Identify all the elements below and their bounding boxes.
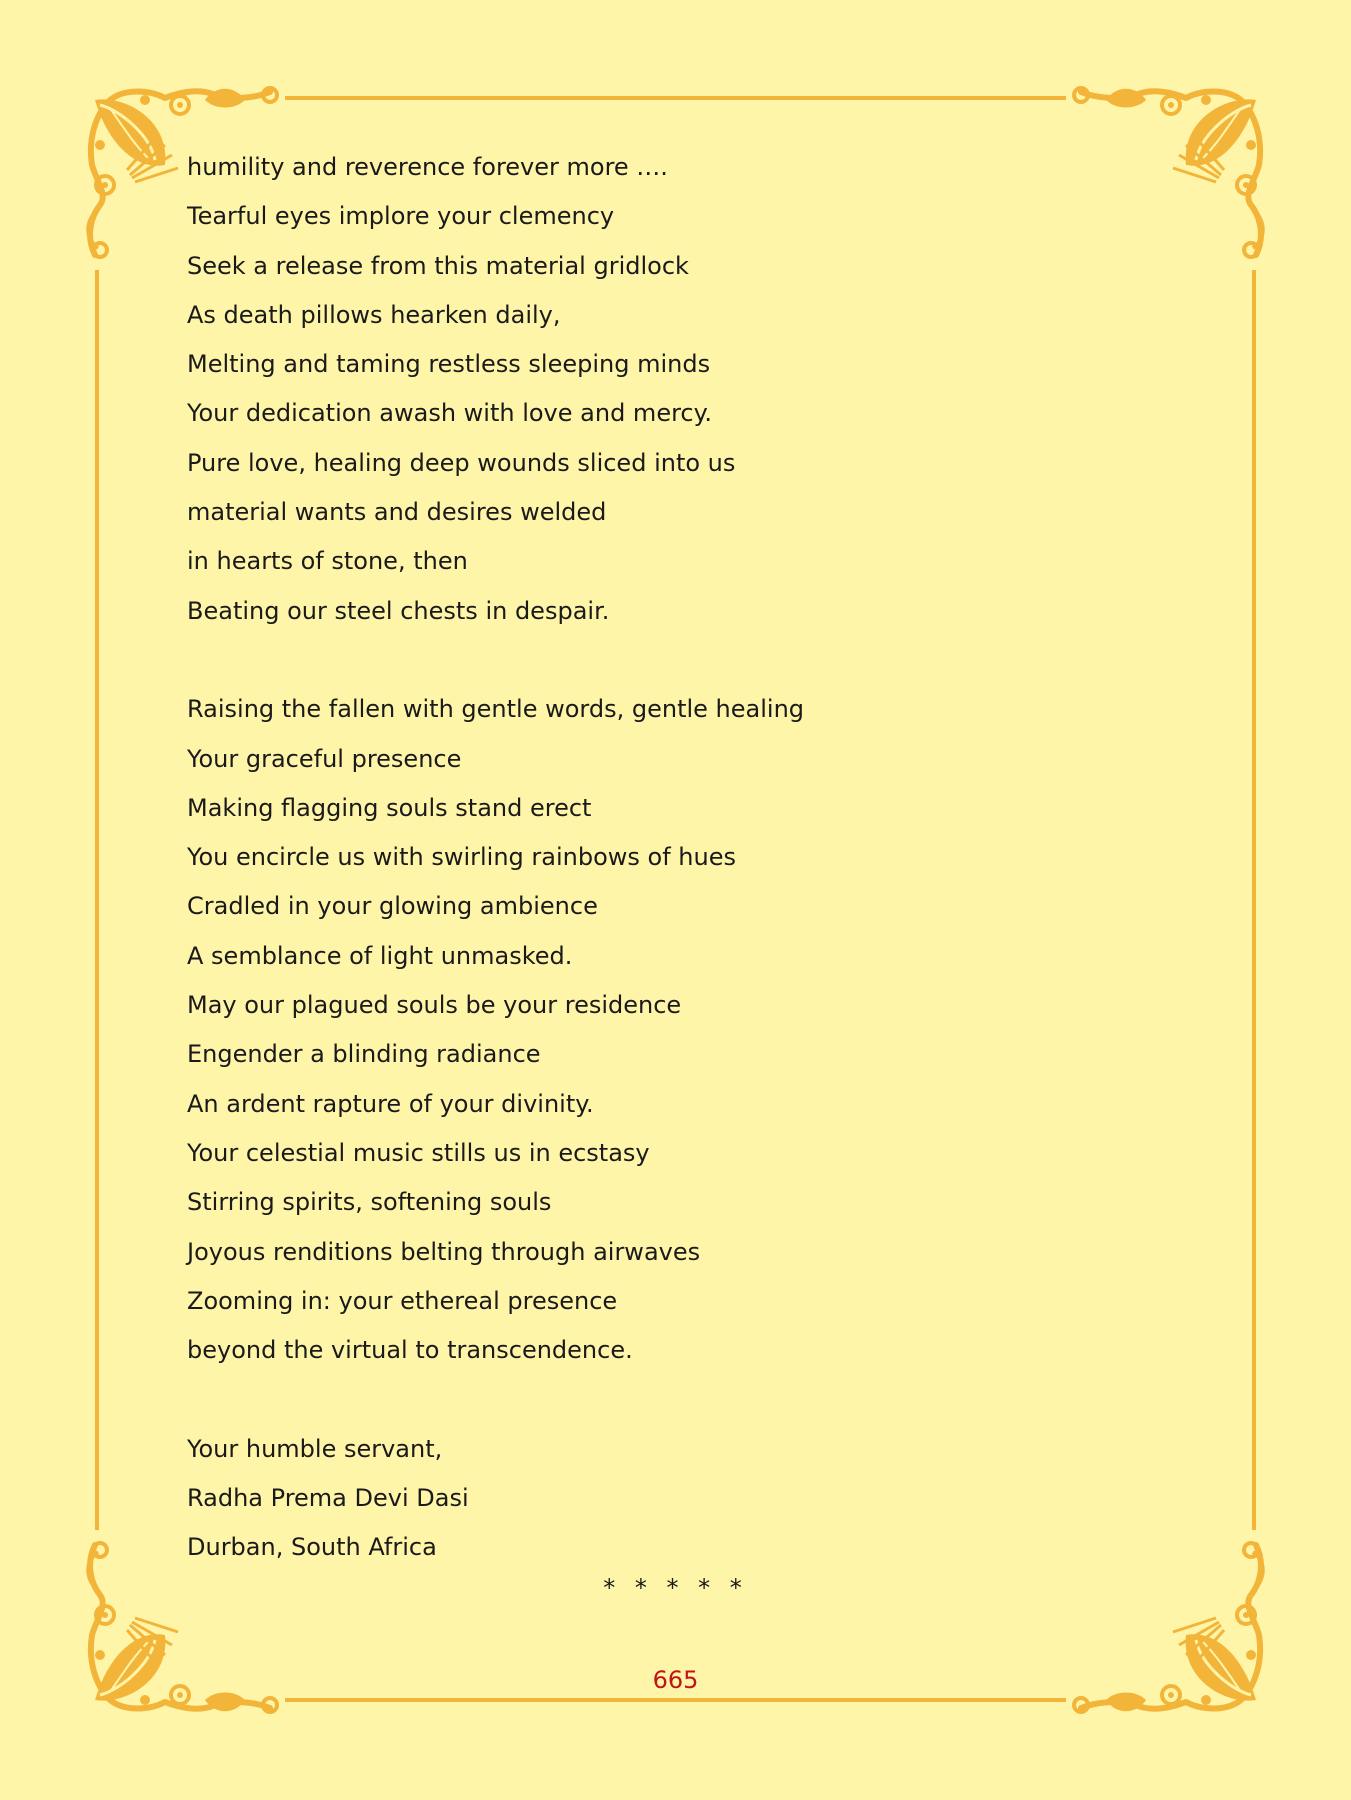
poem-line: beyond the virtual to transcendence.: [187, 1336, 633, 1365]
poem-line: Beating our steel chests in despair.: [187, 596, 610, 625]
poem-line: Engender a blinding radiance: [187, 1040, 541, 1069]
corner-ornament-top-right-icon: [1074, 88, 1263, 257]
poem-line: An ardent rapture of your divinity.: [187, 1089, 594, 1118]
page-number: 665: [652, 1666, 699, 1694]
poem-line: Tearful eyes implore your clemency: [187, 202, 615, 231]
poem-line: You encircle us with swirling rainbows of hues: [187, 843, 736, 872]
poem-line: material wants and desires welded: [187, 498, 607, 527]
poem-line: humility and reverence forever more ….: [187, 153, 668, 181]
author-location: Durban, South Africa: [187, 1533, 437, 1562]
poem-line: Seek a release from this material gridlock: [187, 251, 689, 280]
stanza-break: [187, 1375, 1087, 1424]
poem-line: Stirring spirits, softening souls: [187, 1188, 552, 1217]
poem-line: Zooming in: your ethereal presence: [187, 1286, 618, 1315]
poem-line: Making flagging souls stand erect: [187, 793, 592, 822]
poem-line: Your graceful presence: [187, 744, 462, 773]
author-name: Radha Prema Devi Dasi: [187, 1484, 469, 1513]
poem-text: [187, 143, 1087, 1573]
poem-line: Melting and taming restless sleeping minds: [187, 350, 711, 379]
poem-line: Joyous renditions belting through airwaves: [187, 1237, 701, 1266]
poem-line: Pure love, healing deep wounds sliced into us: [187, 448, 736, 477]
section-separator: * * * * *: [603, 1574, 748, 1602]
stanza-break: [187, 636, 1087, 685]
poem-line: A semblance of light unmasked.: [187, 941, 573, 970]
signature-line: Your humble servant,: [187, 1434, 443, 1463]
poem-line: Your celestial music stills us in ecstasy: [187, 1138, 650, 1167]
poem-line: Raising the fallen with gentle words, gentle healing: [187, 695, 805, 724]
poem-line: As death pillows hearken daily,: [187, 300, 561, 329]
poem-line: May our plagued souls be your residence: [187, 991, 682, 1020]
poem-line: Cradled in your glowing ambience: [187, 892, 598, 921]
poem-line: in hearts of stone, then: [187, 547, 468, 576]
poem-line: Your dedication awash with love and mercy.: [187, 399, 713, 428]
